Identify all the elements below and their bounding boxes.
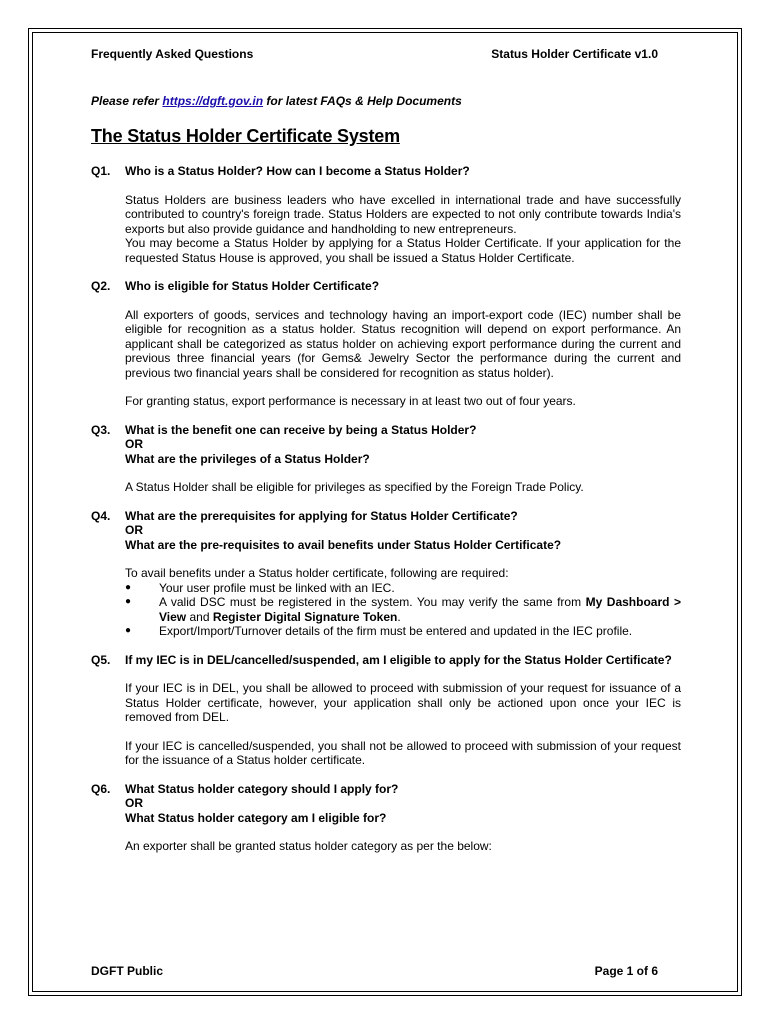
dgft-link[interactable]: https://dgft.gov.in [162, 94, 264, 108]
answer-paragraph: All exporters of goods, services and technology having an import-export code (IEC) number shall be eligible for recognition as a status holder. Status recognition will depend on export performance. An applicant shall be categorized as status holder on achieving export performance during the current and previous three financial years (for Gems& Jewelry Sector the performance during the current and previous two financial years shall be considered for recognition as status holder). [125, 307, 681, 380]
list-item-text [159, 595, 681, 624]
question-text: Who is a Status Holder? How can I become a Status Holder? [125, 164, 470, 178]
bullet-icon: ● [125, 596, 132, 607]
question-q1 [91, 164, 681, 179]
answer-intro: To avail benefits under a Status holder certificate, following are required: [125, 566, 509, 580]
bullet-icon: ● [125, 625, 132, 636]
answer-q3 [125, 480, 681, 495]
question-text: What is the benefit one can receive by being a Status Holder? [125, 422, 477, 437]
list-item [125, 624, 681, 639]
refer-prefix: Please refer [91, 94, 163, 108]
answer-paragraph: You may become a Status Holder by applying for a Status Holder Certificate. If your application for the requested Status House is approved, you shall be issued a Status Holder Certificate. [125, 236, 681, 265]
question-or: OR [125, 523, 143, 537]
question-text-group [125, 782, 681, 826]
text-run: . [397, 609, 401, 624]
question-text: What Status holder category should I apply for? [125, 781, 399, 796]
question-text-group [125, 509, 681, 553]
question-q6 [91, 782, 681, 826]
question-text: What are the prerequisites for applying for Status Holder Certificate? [125, 508, 518, 523]
question-number: Q1. [91, 164, 111, 178]
header-doc-version: Status Holder Certificate v1.0 [491, 47, 658, 61]
answer-paragraph: A Status Holder shall be eligible for privileges as specified by the Foreign Trade Policy. [125, 480, 584, 494]
requirements-list [125, 581, 681, 639]
header-title: Frequently Asked Questions [91, 47, 254, 61]
faq-content [91, 164, 681, 868]
question-or: OR [125, 796, 143, 810]
answer-paragraph: Status Holders are business leaders who have excelled in international trade and have successfully contributed to country's foreign trade. Status Holders are expected to not only contribute towards India's exports but also provide guidance and handholding to new entrepreneurs. [125, 192, 681, 236]
answer-q1 [125, 193, 681, 266]
question-number: Q4. [91, 508, 111, 523]
footer-page-number: Page 1 of 6 [594, 964, 658, 978]
question-number: Q5. [91, 652, 111, 667]
question-q2 [91, 279, 681, 294]
question-text-alt: What Status holder category am I eligible for? [125, 810, 387, 825]
question-number: Q6. [91, 781, 111, 796]
question-text: Who is eligible for Status Holder Certificate? [125, 279, 380, 293]
menu-path: My Dashboard > View [159, 595, 682, 624]
answer-paragraph: If your IEC is in DEL, you shall be allowed to proceed with submission of your request for issuance of a Status Holder certificate, however, your application shall only be actioned upon once your IEC is removed from DEL. [125, 681, 681, 724]
menu-item-name: Register Digital Signature Token [212, 609, 398, 624]
refer-suffix: for latest FAQs & Help Documents [263, 94, 462, 108]
question-text-alt: What are the pre-requisites to avail benefits under Status Holder Certificate? [125, 537, 562, 552]
answer-paragraph: If your IEC is cancelled/suspended, you shall not be allowed to proceed with submission of your request for the issuance of a Status holder certificate. [125, 738, 681, 767]
footer-classification: DGFT Public [91, 964, 163, 978]
text-run: and [186, 609, 213, 624]
question-text-alt: What are the privileges of a Status Holder? [125, 451, 370, 466]
list-item [125, 581, 681, 596]
answer-q5 [125, 681, 681, 768]
answer-q2 [125, 308, 681, 409]
question-or: OR [125, 437, 143, 451]
refer-note [91, 94, 462, 108]
list-item [125, 595, 681, 624]
list-item-text: Your user profile must be linked with an IEC. [159, 580, 395, 595]
answer-paragraph: For granting status, export performance is necessary in at least two out of four years. [125, 394, 576, 408]
text-run: A valid DSC must be registered in the system. You may verify the same from [159, 595, 586, 609]
section-title: The Status Holder Certificate System [91, 126, 400, 146]
question-number: Q2. [91, 279, 111, 293]
question-q5 [91, 653, 681, 668]
answer-q6 [125, 839, 681, 854]
list-item-text: Export/Import/Turnover details of the firm must be entered and updated in the IEC profile. [159, 624, 633, 638]
answer-q4 [125, 566, 681, 639]
question-number: Q3. [91, 422, 111, 437]
question-text: If my IEC is in DEL/cancelled/suspended, am I eligible to apply for the Status Holder Certificate? [125, 652, 672, 667]
answer-paragraph: An exporter shall be granted status holder category as per the below: [125, 839, 492, 853]
question-q3 [91, 423, 681, 467]
question-text-group [125, 423, 681, 467]
question-q4 [91, 509, 681, 553]
bullet-icon: ● [125, 581, 132, 593]
